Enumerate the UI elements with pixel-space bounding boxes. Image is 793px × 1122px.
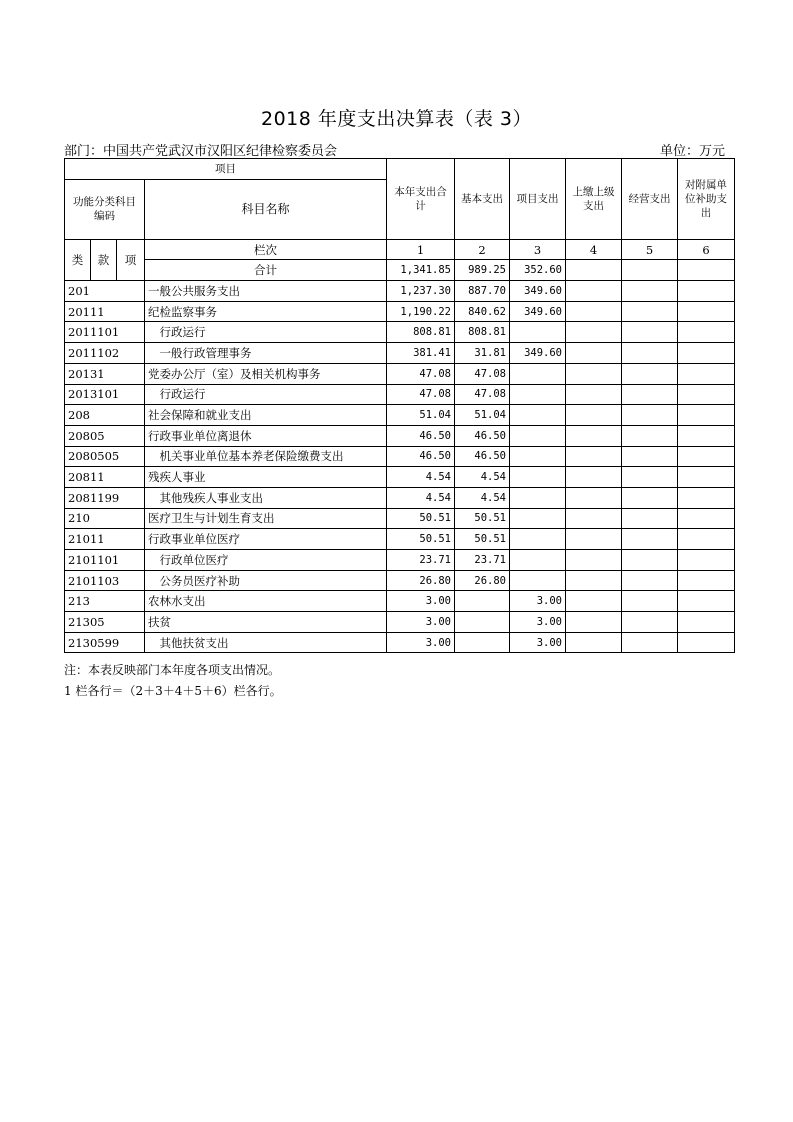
row-code: 2011102 bbox=[65, 343, 145, 364]
row-upper bbox=[566, 508, 622, 529]
row-total: 4.54 bbox=[387, 487, 455, 508]
row-basic: 47.08 bbox=[455, 363, 510, 384]
header-subsidy: 对附属单位补助支出 bbox=[678, 159, 735, 240]
notes bbox=[64, 660, 282, 702]
row-total: 3.00 bbox=[387, 632, 455, 653]
table-row bbox=[65, 529, 735, 550]
totals-row bbox=[65, 260, 735, 281]
row-name: 纪检监察事务 bbox=[145, 301, 387, 322]
row-total: 50.51 bbox=[387, 529, 455, 550]
row-project: 349.60 bbox=[510, 301, 566, 322]
row-business bbox=[622, 591, 678, 612]
row-upper bbox=[566, 591, 622, 612]
row-subsidy bbox=[678, 550, 735, 571]
row-name: 行政运行 bbox=[145, 322, 387, 343]
row-project bbox=[510, 363, 566, 384]
row-subsidy bbox=[678, 343, 735, 364]
col-num: 4 bbox=[566, 239, 622, 260]
row-name: 机关事业单位基本养老保险缴费支出 bbox=[145, 446, 387, 467]
row-upper bbox=[566, 301, 622, 322]
table-row bbox=[65, 612, 735, 633]
row-project bbox=[510, 322, 566, 343]
row-code: 2080505 bbox=[65, 446, 145, 467]
row-business bbox=[622, 322, 678, 343]
table-row bbox=[65, 363, 735, 384]
row-upper bbox=[566, 550, 622, 571]
header-xiang: 项 bbox=[117, 239, 145, 280]
row-basic: 23.71 bbox=[455, 550, 510, 571]
row-project bbox=[510, 384, 566, 405]
row-subsidy bbox=[678, 363, 735, 384]
row-basic: 840.62 bbox=[455, 301, 510, 322]
note-line: 1 栏各行＝（2＋3＋4＋5＋6）栏各行。 bbox=[64, 684, 282, 698]
row-code: 201 bbox=[65, 281, 145, 302]
row-upper bbox=[566, 343, 622, 364]
row-project bbox=[510, 467, 566, 488]
row-total: 3.00 bbox=[387, 591, 455, 612]
row-project: 3.00 bbox=[510, 632, 566, 653]
row-project bbox=[510, 508, 566, 529]
totals-basic: 989.25 bbox=[455, 260, 510, 281]
table-row bbox=[65, 591, 735, 612]
row-upper bbox=[566, 425, 622, 446]
row-basic: 31.81 bbox=[455, 343, 510, 364]
row-project: 3.00 bbox=[510, 612, 566, 633]
row-upper bbox=[566, 467, 622, 488]
row-total: 1,190.22 bbox=[387, 301, 455, 322]
row-basic bbox=[455, 612, 510, 633]
unit-label: 单位：万元 bbox=[659, 144, 725, 159]
row-project: 3.00 bbox=[510, 591, 566, 612]
row-basic: 50.51 bbox=[455, 529, 510, 550]
row-upper bbox=[566, 405, 622, 426]
row-business bbox=[622, 632, 678, 653]
header-xiangmu: 项目 bbox=[65, 159, 387, 180]
row-subsidy bbox=[678, 591, 735, 612]
row-business bbox=[622, 446, 678, 467]
department-label: 部门：中国共产党武汉市汉阳区纪律检察委员会 bbox=[64, 144, 338, 159]
table-row bbox=[65, 446, 735, 467]
row-upper bbox=[566, 322, 622, 343]
row-code: 213 bbox=[65, 591, 145, 612]
table-row bbox=[65, 322, 735, 343]
row-basic: 50.51 bbox=[455, 508, 510, 529]
row-upper bbox=[566, 363, 622, 384]
note-line: 注：本表反映部门本年度各项支出情况。 bbox=[64, 663, 281, 677]
row-subsidy bbox=[678, 529, 735, 550]
row-basic: 4.54 bbox=[455, 487, 510, 508]
table-row bbox=[65, 425, 735, 446]
row-basic: 47.08 bbox=[455, 384, 510, 405]
row-basic: 51.04 bbox=[455, 405, 510, 426]
row-total: 47.08 bbox=[387, 363, 455, 384]
row-name: 公务员医疗补助 bbox=[145, 570, 387, 591]
row-basic: 887.70 bbox=[455, 281, 510, 302]
row-upper bbox=[566, 446, 622, 467]
row-total: 381.41 bbox=[387, 343, 455, 364]
table-row bbox=[65, 301, 735, 322]
row-code: 20131 bbox=[65, 363, 145, 384]
row-code: 20111 bbox=[65, 301, 145, 322]
row-business bbox=[622, 508, 678, 529]
row-total: 47.08 bbox=[387, 384, 455, 405]
row-name: 其他残疾人事业支出 bbox=[145, 487, 387, 508]
totals-label: 合计 bbox=[145, 260, 387, 281]
row-basic bbox=[455, 632, 510, 653]
row-code: 2101101 bbox=[65, 550, 145, 571]
row-business bbox=[622, 550, 678, 571]
row-code: 210 bbox=[65, 508, 145, 529]
row-code: 2101103 bbox=[65, 570, 145, 591]
row-code: 20811 bbox=[65, 467, 145, 488]
row-business bbox=[622, 363, 678, 384]
header-basic: 基本支出 bbox=[455, 159, 510, 240]
row-code: 2081199 bbox=[65, 487, 145, 508]
row-project bbox=[510, 446, 566, 467]
header-project: 项目支出 bbox=[510, 159, 566, 240]
row-business bbox=[622, 487, 678, 508]
row-subsidy bbox=[678, 281, 735, 302]
row-name: 行政事业单位离退休 bbox=[145, 425, 387, 446]
col-num: 3 bbox=[510, 239, 566, 260]
row-name: 一般公共服务支出 bbox=[145, 281, 387, 302]
row-business bbox=[622, 570, 678, 591]
col-num: 2 bbox=[455, 239, 510, 260]
header-business: 经营支出 bbox=[622, 159, 678, 240]
row-upper bbox=[566, 384, 622, 405]
row-basic: 46.50 bbox=[455, 425, 510, 446]
table-row bbox=[65, 570, 735, 591]
row-subsidy bbox=[678, 384, 735, 405]
col-num: 1 bbox=[387, 239, 455, 260]
row-basic: 808.81 bbox=[455, 322, 510, 343]
row-code: 2130599 bbox=[65, 632, 145, 653]
row-name: 行政运行 bbox=[145, 384, 387, 405]
row-name: 行政事业单位医疗 bbox=[145, 529, 387, 550]
row-basic: 4.54 bbox=[455, 467, 510, 488]
row-basic: 46.50 bbox=[455, 446, 510, 467]
header-func-code: 功能分类科目编码 bbox=[65, 179, 145, 239]
page-title: 2018 年度支出决算表（表 3） bbox=[260, 108, 533, 130]
table-row bbox=[65, 405, 735, 426]
row-subsidy bbox=[678, 322, 735, 343]
row-project bbox=[510, 529, 566, 550]
table-row bbox=[65, 487, 735, 508]
row-subsidy bbox=[678, 612, 735, 633]
row-name: 党委办公厅（室）及相关机构事务 bbox=[145, 363, 387, 384]
row-upper bbox=[566, 281, 622, 302]
row-total: 46.50 bbox=[387, 425, 455, 446]
row-name: 行政单位医疗 bbox=[145, 550, 387, 571]
row-name: 农林水支出 bbox=[145, 591, 387, 612]
row-name: 社会保障和就业支出 bbox=[145, 405, 387, 426]
totals-project: 352.60 bbox=[510, 260, 566, 281]
row-upper bbox=[566, 632, 622, 653]
row-business bbox=[622, 529, 678, 550]
row-business bbox=[622, 467, 678, 488]
row-project bbox=[510, 570, 566, 591]
row-name: 其他扶贫支出 bbox=[145, 632, 387, 653]
row-total: 1,237.30 bbox=[387, 281, 455, 302]
row-business bbox=[622, 425, 678, 446]
header-lanci: 栏次 bbox=[145, 239, 387, 260]
header-lei: 类 bbox=[65, 239, 91, 280]
row-upper bbox=[566, 529, 622, 550]
row-subsidy bbox=[678, 446, 735, 467]
table-row bbox=[65, 384, 735, 405]
row-code: 21305 bbox=[65, 612, 145, 633]
row-basic bbox=[455, 591, 510, 612]
row-total: 26.80 bbox=[387, 570, 455, 591]
table-row bbox=[65, 632, 735, 653]
header-subject-name: 科目名称 bbox=[145, 179, 387, 239]
row-subsidy bbox=[678, 570, 735, 591]
row-project: 349.60 bbox=[510, 343, 566, 364]
row-business bbox=[622, 612, 678, 633]
row-code: 20805 bbox=[65, 425, 145, 446]
row-subsidy bbox=[678, 425, 735, 446]
row-business bbox=[622, 384, 678, 405]
row-project: 349.60 bbox=[510, 281, 566, 302]
table-row bbox=[65, 467, 735, 488]
row-total: 51.04 bbox=[387, 405, 455, 426]
row-subsidy bbox=[678, 467, 735, 488]
row-subsidy bbox=[678, 487, 735, 508]
row-subsidy bbox=[678, 301, 735, 322]
row-subsidy bbox=[678, 508, 735, 529]
expenditure-table bbox=[64, 158, 735, 653]
row-code: 2013101 bbox=[65, 384, 145, 405]
row-total: 23.71 bbox=[387, 550, 455, 571]
row-name: 医疗卫生与计划生育支出 bbox=[145, 508, 387, 529]
table-row bbox=[65, 550, 735, 571]
row-project bbox=[510, 487, 566, 508]
row-total: 808.81 bbox=[387, 322, 455, 343]
row-basic: 26.80 bbox=[455, 570, 510, 591]
table-row bbox=[65, 343, 735, 364]
row-total: 4.54 bbox=[387, 467, 455, 488]
row-upper bbox=[566, 612, 622, 633]
row-code: 2011101 bbox=[65, 322, 145, 343]
row-name: 扶贫 bbox=[145, 612, 387, 633]
row-upper bbox=[566, 487, 622, 508]
row-upper bbox=[566, 570, 622, 591]
row-total: 3.00 bbox=[387, 612, 455, 633]
row-code: 208 bbox=[65, 405, 145, 426]
row-business bbox=[622, 343, 678, 364]
row-total: 50.51 bbox=[387, 508, 455, 529]
row-business bbox=[622, 281, 678, 302]
row-name: 残疾人事业 bbox=[145, 467, 387, 488]
row-name: 一般行政管理事务 bbox=[145, 343, 387, 364]
header-kuan: 款 bbox=[91, 239, 117, 280]
row-total: 46.50 bbox=[387, 446, 455, 467]
row-code: 21011 bbox=[65, 529, 145, 550]
header-upper: 上缴上级支出 bbox=[566, 159, 622, 240]
row-subsidy bbox=[678, 405, 735, 426]
totals-total: 1,341.85 bbox=[387, 260, 455, 281]
row-project bbox=[510, 405, 566, 426]
row-business bbox=[622, 301, 678, 322]
row-project bbox=[510, 550, 566, 571]
row-subsidy bbox=[678, 632, 735, 653]
table-row bbox=[65, 508, 735, 529]
table-row bbox=[65, 281, 735, 302]
col-num: 5 bbox=[622, 239, 678, 260]
col-num: 6 bbox=[678, 239, 735, 260]
header-total: 本年支出合计 bbox=[387, 159, 455, 240]
row-project bbox=[510, 425, 566, 446]
row-business bbox=[622, 405, 678, 426]
